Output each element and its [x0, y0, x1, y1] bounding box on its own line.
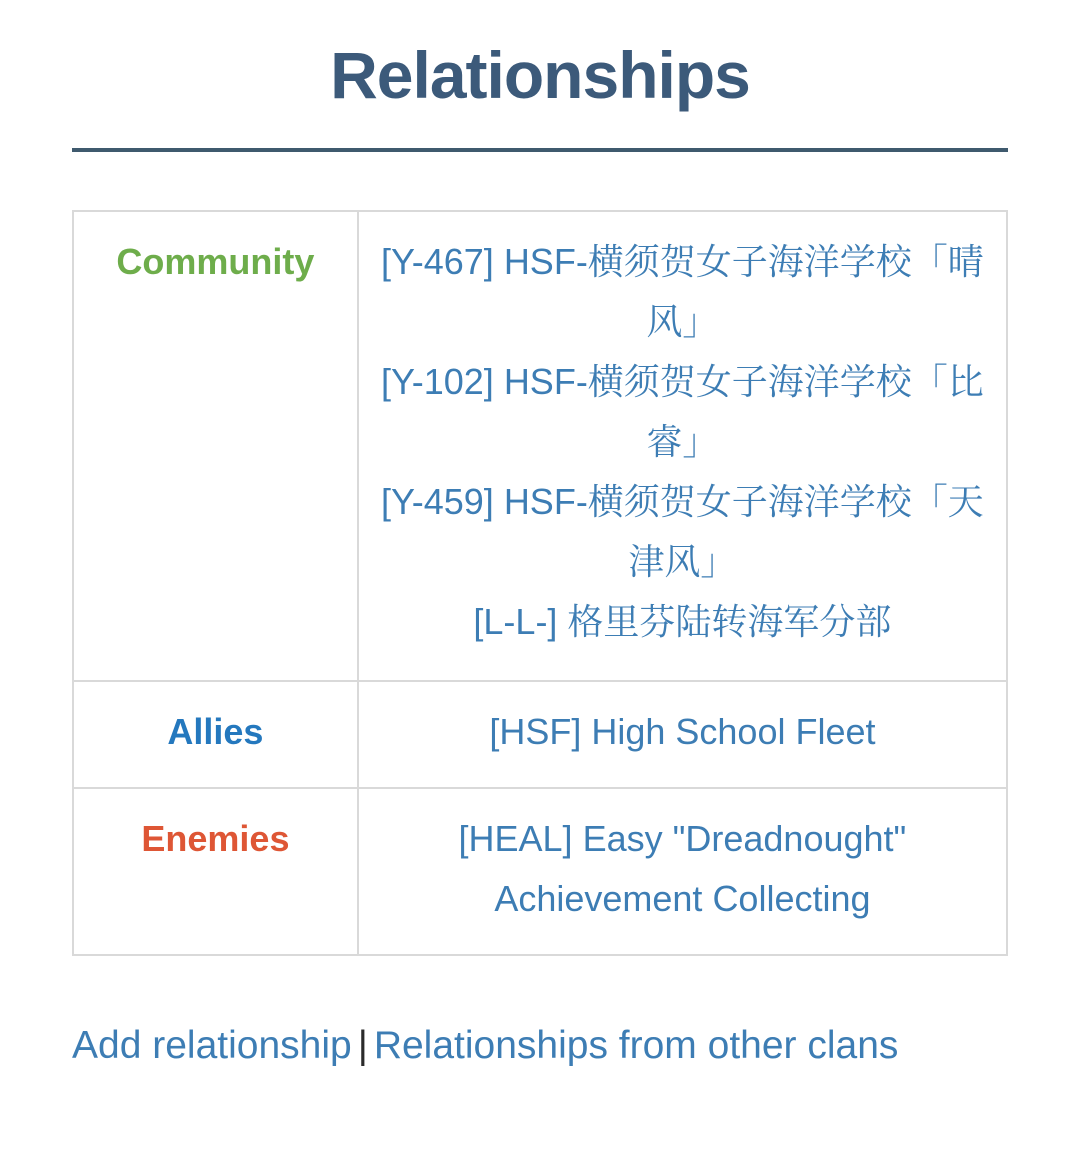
- row-label-community: Community: [73, 211, 358, 681]
- page-title: Relationships: [330, 38, 750, 112]
- enemies-clans-cell: [358, 788, 1007, 955]
- relationships-table: [72, 210, 1008, 956]
- clan-link-lll[interactable]: [L-L-] 格里芬陆转海军分部: [473, 601, 892, 642]
- clan-link-hsf[interactable]: [HSF] High School Fleet: [489, 711, 876, 752]
- clan-link-y467[interactable]: [Y-467] HSF-横须贺女子海洋学校「晴风」: [381, 241, 984, 342]
- table-row-enemies: [73, 788, 1007, 955]
- title-divider: [72, 148, 1008, 152]
- row-label-allies: Allies: [73, 681, 358, 788]
- community-clans-cell: [358, 211, 1007, 681]
- clan-link-heal[interactable]: [HEAL] Easy "Dreadnought" Achievement Collecting: [458, 818, 907, 919]
- links-separator: |: [357, 1024, 368, 1067]
- table-row-community: [73, 211, 1007, 681]
- clan-link-y102[interactable]: [Y-102] HSF-横须贺女子海洋学校「比睿」: [381, 361, 984, 462]
- clan-link-y459[interactable]: [Y-459] HSF-横须贺女子海洋学校「天津风」: [381, 481, 984, 582]
- allies-clans-cell: [358, 681, 1007, 788]
- row-label-enemies: Enemies: [73, 788, 358, 955]
- footer-links: [72, 1020, 1008, 1072]
- table-row-allies: [73, 681, 1007, 788]
- add-relationship-link[interactable]: Add relationship: [72, 1024, 352, 1067]
- relationships-other-clans-link[interactable]: Relationships from other clans: [373, 1024, 899, 1067]
- clan-relationships-page: [0, 36, 1080, 1072]
